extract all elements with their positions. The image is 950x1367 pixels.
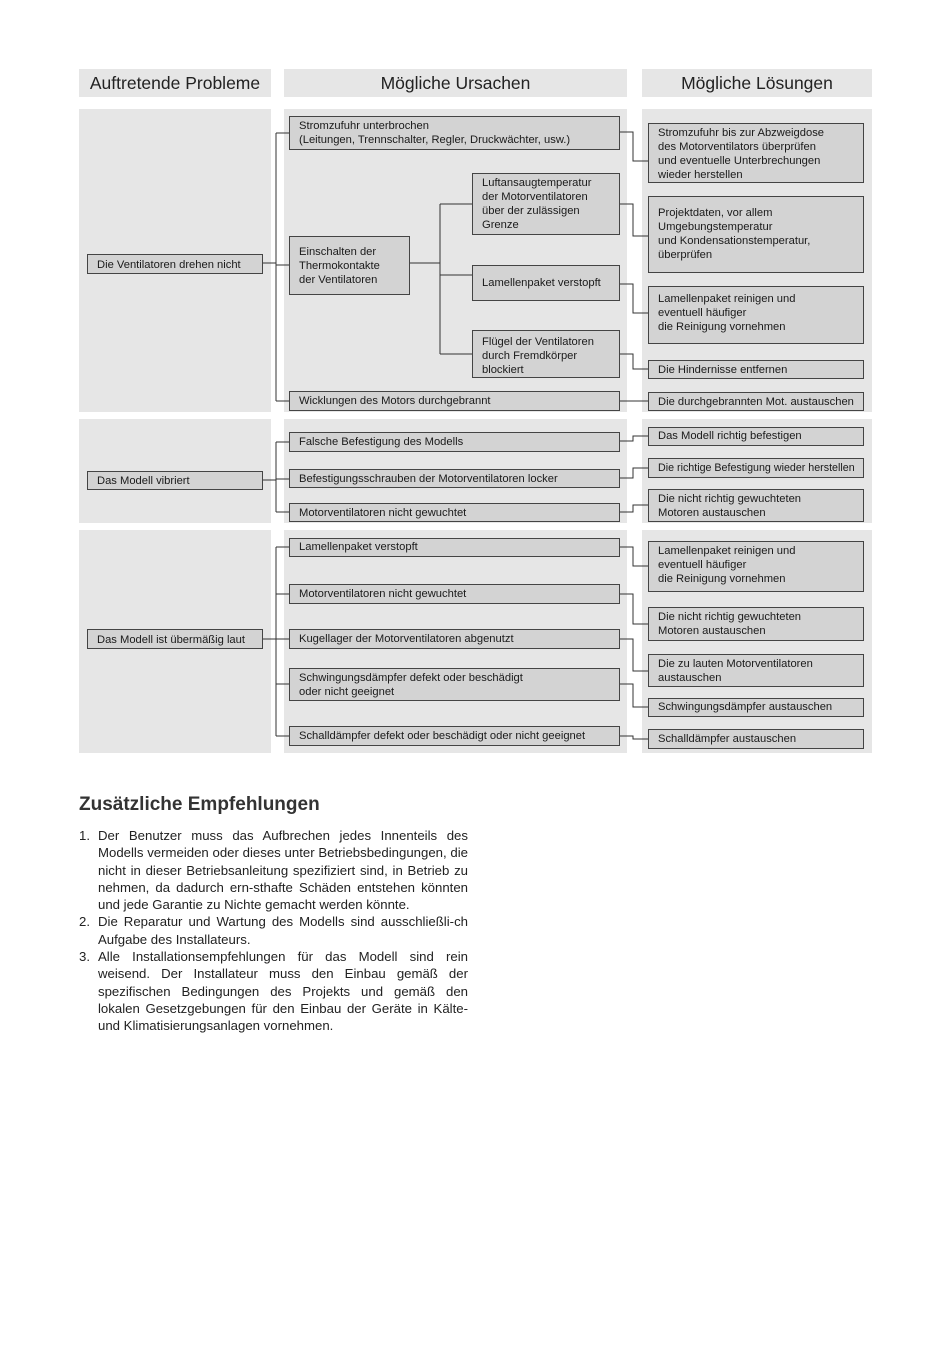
cause-line: Lamellenpaket verstopft	[482, 277, 601, 289]
cause-line: durch Fremdkörper	[482, 350, 578, 362]
recommendations-title: Zusätzliche Empfehlungen	[79, 794, 320, 815]
solution-line: Schalldämpfer austauschen	[658, 733, 797, 745]
cause-line: Kugellager der Motorventilatoren abgenutzt	[299, 633, 514, 645]
cause-unbalanced-2	[289, 584, 620, 604]
recommendation-item	[79, 948, 468, 1034]
solution-check-power	[648, 123, 864, 183]
solution-check-project-data	[648, 196, 864, 273]
solution-line: des Motorventilators überprüfen	[658, 141, 816, 153]
cause-line: Schalldämpfer defekt oder beschädigt oder nicht geeignet	[299, 730, 586, 742]
cause-power-interrupted	[289, 116, 620, 150]
cause-line: der Motorventilatoren	[482, 191, 588, 203]
cause-thermocontacts	[289, 236, 410, 295]
cause-bearings-worn	[289, 629, 620, 649]
solution-line: überprüfen	[658, 249, 713, 261]
cause-line: Schwingungsdämpfer defekt oder beschädigt	[299, 672, 523, 684]
recommendation-text: Alle Installationsempfehlungen für das Modell sind rein weisend. Der Installateur muss den Einbau gemäß der spezifischen Bedingungen des Projekts und gemäß den lokalen Gesetzgebungen für den Einbau der Geräte in Kälte- und Klimatisierungsanlagen vornehmen.	[98, 949, 468, 1034]
problem-label: Das Modell ist übermäßig laut	[97, 634, 245, 646]
solution-line: Umgebungstemperatur	[658, 221, 773, 233]
solution-line: eventuell häufiger	[658, 559, 747, 571]
solution-line: austauschen	[658, 672, 722, 684]
cause-unbalanced-1	[289, 503, 620, 522]
header-problems-label: Auftretende Probleme	[89, 72, 261, 93]
cause-line: Lamellenpaket verstopft	[299, 541, 418, 553]
cause-wrong-mounting	[289, 432, 620, 452]
cause-damper-defect	[289, 668, 620, 701]
solution-line: Projektdaten, vor allem	[658, 207, 773, 219]
recommendation-item	[79, 913, 468, 948]
problem-vibration	[87, 471, 263, 490]
cause-line: Falsche Befestigung des Modells	[299, 436, 464, 448]
solution-line: Stromzufuhr bis zur Abzweigdose	[658, 127, 825, 139]
solution-mount-correctly	[648, 427, 864, 446]
solution-replace-loud-fans	[648, 654, 864, 687]
cause-line: Befestigungsschrauben der Motorventilatoren locker	[299, 473, 558, 485]
cause-fins-clogged-1	[472, 265, 620, 301]
solution-line: wieder herstellen	[658, 169, 743, 181]
solution-replace-unbalanced-2	[648, 607, 864, 641]
header-causes-label: Mögliche Ursachen	[380, 72, 531, 93]
solution-line: Die Hindernisse entfernen	[658, 364, 788, 376]
solution-line: Die nicht richtig gewuchteten	[658, 611, 802, 623]
cause-blades-blocked	[472, 330, 620, 378]
solution-line: eventuell häufiger	[658, 307, 747, 319]
solution-line: und Kondensationstemperatur,	[658, 235, 811, 247]
problem-label: Die Ventilatoren drehen nicht	[97, 259, 241, 271]
cause-line: Motorventilatoren nicht gewuchtet	[299, 507, 467, 519]
cause-screws-loose	[289, 469, 620, 488]
solution-line: die Reinigung vornehmen	[658, 573, 786, 585]
recommendation-item	[79, 827, 468, 913]
solution-line: Motoren austauschen	[658, 507, 766, 519]
cause-line: Grenze	[482, 219, 519, 231]
solution-line: Motoren austauschen	[658, 625, 766, 637]
cause-line: oder nicht geeignet	[299, 686, 395, 698]
solution-replace-dampers	[648, 698, 864, 717]
problem-too-loud	[87, 629, 263, 649]
solution-replace-unbalanced-1	[648, 489, 864, 522]
solution-line: Die zu lauten Motorventilatoren	[658, 658, 813, 670]
cause-fins-clogged-2	[289, 538, 620, 557]
recommendation-number: 2.	[79, 914, 90, 930]
solution-remove-obstacles	[648, 360, 864, 379]
solution-line: Die durchgebrannten Mot. austauschen	[658, 396, 854, 408]
cause-windings-burnt	[289, 391, 620, 411]
solution-line: Schwingungsdämpfer austauschen	[658, 701, 833, 713]
solution-line: Lamellenpaket reinigen und	[658, 545, 796, 557]
cause-line: blockiert	[482, 364, 524, 376]
recommendation-text: Der Benutzer muss das Aufbrechen jedes Innenteils des Modells vermeiden oder dieses unter Betriebsbedingungen, die nicht in dieser Betriebsanleitung spezifiziert sind, in Betrieb zu nehmen, da dadurch ern-sthafte Schäden entstehen könnten und jede Garantie zu Nichte gemacht werden könnte.	[98, 828, 468, 913]
problem-fans-not-turning	[87, 254, 263, 274]
cause-silencer-defect	[289, 726, 620, 746]
recommendation-number: 1.	[79, 828, 90, 843]
cause-line: Flügel der Ventilatoren	[482, 336, 594, 348]
cause-line: Luftansaugtemperatur	[482, 177, 592, 189]
solution-replace-silencer	[648, 729, 864, 749]
cause-line: Motorventilatoren nicht gewuchtet	[299, 588, 467, 600]
header-solutions-label: Mögliche Lösungen	[681, 72, 833, 93]
solution-clean-fins-1	[648, 286, 864, 344]
solution-line: und eventuelle Unterbrechungen	[658, 155, 821, 167]
cause-line: über der zulässigen	[482, 205, 580, 217]
solution-line: Die richtige Befestigung wieder herstellen	[658, 462, 855, 474]
cause-line: (Leitungen, Trennschalter, Regler, Druckwächter, usw.)	[299, 134, 571, 146]
problem-label: Das Modell vibriert	[97, 475, 190, 487]
recommendation-number: 3.	[79, 949, 90, 965]
cause-line: Wicklungen des Motors durchgebrannt	[299, 395, 491, 407]
cause-air-intake-temperature	[472, 173, 620, 235]
recommendations-list	[79, 827, 468, 1035]
solution-replace-burnt-motors	[648, 392, 864, 411]
solution-line: Das Modell richtig befestigen	[658, 430, 802, 442]
cause-line: Einschalten der	[299, 246, 377, 258]
solution-line: Lamellenpaket reinigen und	[658, 293, 796, 305]
solution-line: Die nicht richtig gewuchteten	[658, 493, 802, 505]
solution-clean-fins-2	[648, 541, 864, 592]
solution-line: die Reinigung vornehmen	[658, 321, 786, 333]
cause-line: Thermokontakte	[299, 260, 380, 272]
cause-line: Stromzufuhr unterbrochen	[299, 120, 429, 132]
solution-restore-mounting	[648, 458, 864, 478]
cause-line: der Ventilatoren	[299, 274, 378, 286]
recommendation-text: Die Reparatur und Wartung des Modells sind ausschließli-ch Aufgabe des Installateurs.	[98, 914, 468, 947]
